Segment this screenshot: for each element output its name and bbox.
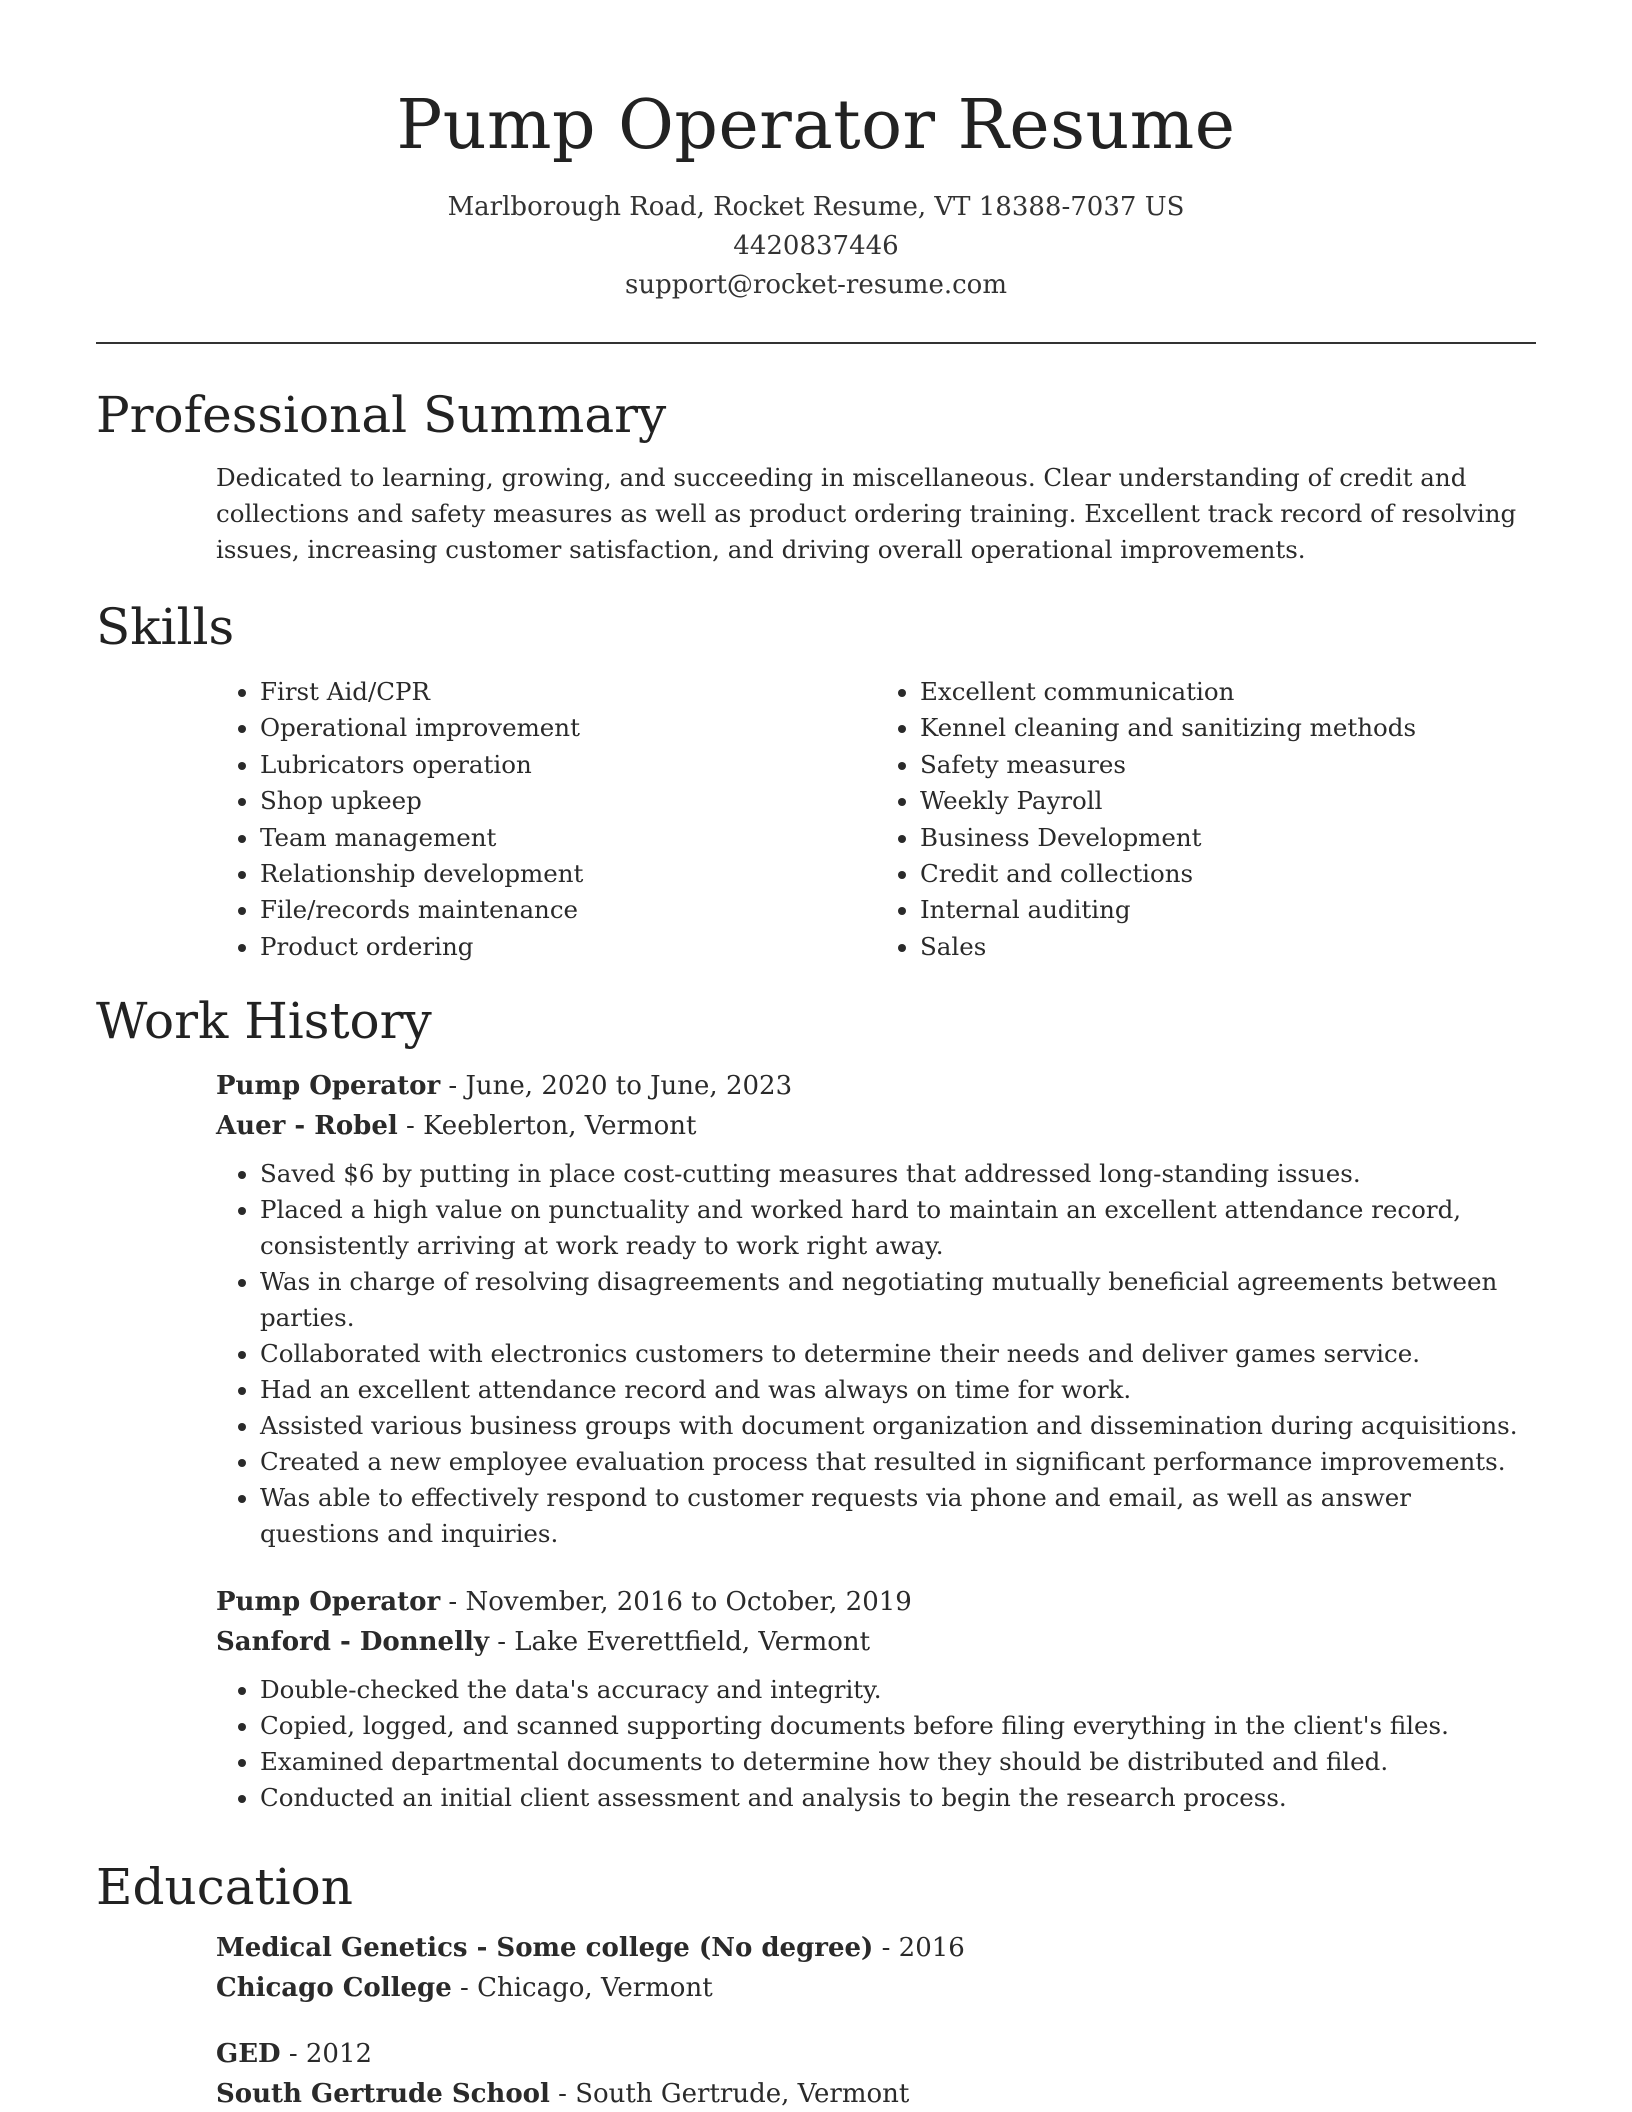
contact-phone: 4420837446 xyxy=(733,231,899,261)
skills-list-left xyxy=(216,674,876,965)
skill-item: • Sales xyxy=(920,929,1536,965)
job-title-line xyxy=(216,1582,1536,1622)
summary-text: Dedicated to learning, growing, and succeeding in miscellaneous. Clear understanding of credit and collections and safety measures as well as product ordering training. Excellent track record of resolving issues, increasing customer satisfaction, and driving overall operational improvements. xyxy=(216,463,1517,564)
skill-item: • Safety measures xyxy=(920,747,1536,783)
job-company-line xyxy=(216,1106,1536,1146)
job-role: Pump Operator xyxy=(216,1587,441,1617)
education-school: South Gertrude School xyxy=(216,2079,550,2109)
summary-heading: Professional Summary xyxy=(96,386,667,444)
contact-address: Marlborough Road, Rocket Resume, VT 18388-7037 US xyxy=(447,192,1185,222)
job-bullet: • Copied, logged, and scanned supporting documents before filing everything in the client's files. xyxy=(260,1708,1536,1744)
skills-heading: Skills xyxy=(96,598,235,656)
education-degree: GED xyxy=(216,2039,281,2069)
education-school-line xyxy=(216,2074,1536,2112)
resume-header xyxy=(0,0,1632,305)
contact-block xyxy=(0,188,1632,305)
education-location: - Chicago, Vermont xyxy=(451,1973,713,2003)
education-heading: Education xyxy=(96,1858,353,1916)
education-entry xyxy=(216,1928,1536,2008)
job-bullet: • Placed a high value on punctuality and worked hard to maintain an excellent attendance record, consistently arriving at work ready to work right away. xyxy=(260,1192,1536,1264)
job-bullet: • Conducted an initial client assessment and analysis to begin the research process. xyxy=(260,1780,1536,1816)
job-dates: - June, 2020 to June, 2023 xyxy=(440,1071,793,1101)
job-company: Auer - Robel xyxy=(216,1111,398,1141)
job-bullet: • Created a new employee evaluation process that resulted in significant performance improvements. xyxy=(260,1444,1536,1480)
skill-item: • Shop upkeep xyxy=(260,783,876,819)
skill-item: • Internal auditing xyxy=(920,892,1536,928)
education-year: - 2012 xyxy=(280,2039,373,2069)
skill-item: • Credit and collections xyxy=(920,856,1536,892)
job-company-line xyxy=(216,1622,1536,1662)
skill-item: • First Aid/CPR xyxy=(260,674,876,710)
skill-item: • Operational improvement xyxy=(260,710,876,746)
education-entry xyxy=(216,2034,1536,2112)
education-degree: Medical Genetics - Some college (No degree) xyxy=(216,1933,874,1963)
skills-section xyxy=(96,596,1536,965)
contact-email: support@rocket-resume.com xyxy=(624,270,1007,300)
job-entry xyxy=(216,1066,1536,1552)
summary-section xyxy=(96,384,1536,568)
job-dates: - November, 2016 to October, 2019 xyxy=(440,1587,912,1617)
job-location: - Lake Everettfield, Vermont xyxy=(488,1627,871,1657)
education-degree-line xyxy=(216,1928,1536,1968)
job-bullets xyxy=(216,1672,1536,1816)
skill-item: • Relationship development xyxy=(260,856,876,892)
job-title-line xyxy=(216,1066,1536,1106)
skill-item: • Kennel cleaning and sanitizing methods xyxy=(920,710,1536,746)
job-bullet: • Double-checked the data's accuracy and integrity. xyxy=(260,1672,1536,1708)
education-location: - South Gertrude, Vermont xyxy=(549,2079,910,2109)
skill-item: • Team management xyxy=(260,820,876,856)
job-bullet: • Was able to effectively respond to customer requests via phone and email, as well as answer questions and inquiries. xyxy=(260,1480,1536,1552)
job-bullet: • Saved $6 by putting in place cost-cutting measures that addressed long-standing issues. xyxy=(260,1156,1536,1192)
job-entry xyxy=(216,1582,1536,1816)
skill-item: • Product ordering xyxy=(260,929,876,965)
job-company: Sanford - Donnelly xyxy=(216,1627,489,1657)
skill-item: • File/records maintenance xyxy=(260,892,876,928)
job-bullet: • Was in charge of resolving disagreements and negotiating mutually beneficial agreements between parties. xyxy=(260,1264,1536,1336)
job-bullet: • Collaborated with electronics customers to determine their needs and deliver games service. xyxy=(260,1336,1536,1372)
header-divider xyxy=(96,342,1536,344)
work-history-heading: Work History xyxy=(96,992,432,1050)
job-bullets xyxy=(216,1156,1536,1552)
job-bullet: • Had an excellent attendance record and was always on time for work. xyxy=(260,1372,1536,1408)
education-section xyxy=(96,1856,1536,2112)
work-history-section xyxy=(96,990,1536,1816)
job-bullet: • Examined departmental documents to determine how they should be distributed and filed. xyxy=(260,1744,1536,1780)
skill-item: • Weekly Payroll xyxy=(920,783,1536,819)
job-bullet: • Assisted various business groups with document organization and dissemination during acquisitions. xyxy=(260,1408,1536,1444)
education-school: Chicago College xyxy=(216,1973,452,2003)
job-role: Pump Operator xyxy=(216,1071,441,1101)
skills-columns xyxy=(216,674,1536,965)
skill-item: • Business Development xyxy=(920,820,1536,856)
skill-item: • Lubricators operation xyxy=(260,747,876,783)
education-year: - 2016 xyxy=(873,1933,965,1963)
education-school-line xyxy=(216,1968,1536,2008)
skills-body xyxy=(216,674,1536,965)
resume-title: Pump Operator Resume xyxy=(396,86,1236,165)
skills-list-right xyxy=(876,674,1536,965)
job-location: - Keeblerton, Vermont xyxy=(397,1111,697,1141)
skill-item: • Excellent communication xyxy=(920,674,1536,710)
education-degree-line xyxy=(216,2034,1536,2074)
